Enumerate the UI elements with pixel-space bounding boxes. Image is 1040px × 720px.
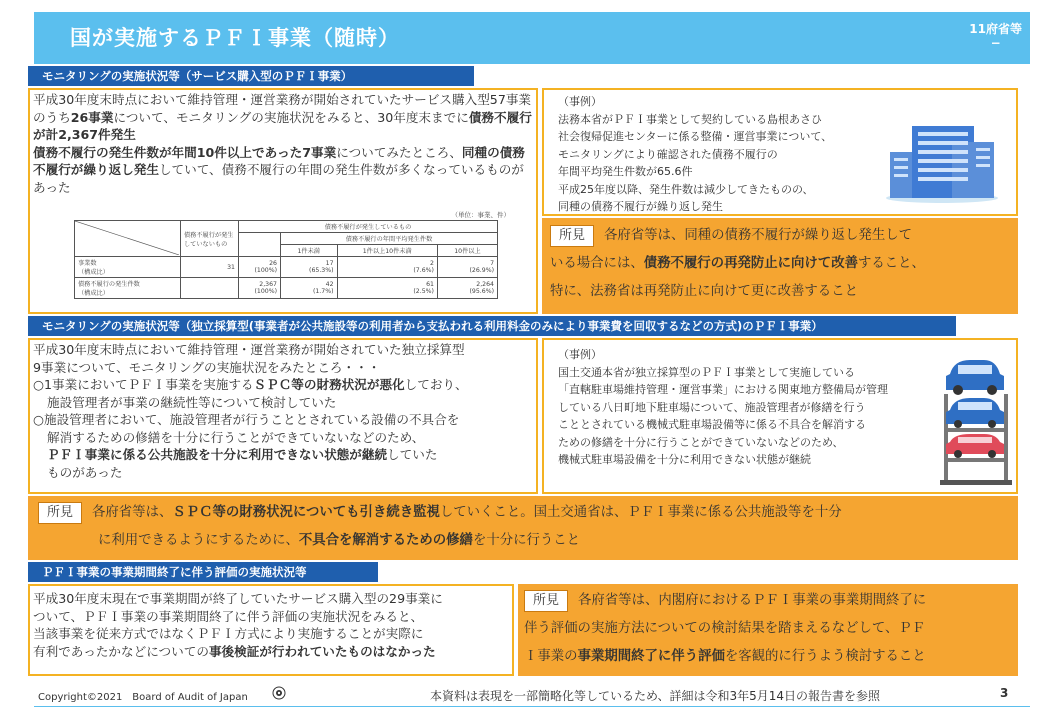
- cell: 31: [181, 257, 239, 278]
- s1-text-f: についてみたところ、: [336, 144, 462, 160]
- section1-opinion-box: [542, 218, 1018, 314]
- th-default: 債務不履行が発生しているもの: [239, 221, 498, 233]
- opinion-bold: 不具合を解消するための修繕: [298, 533, 473, 548]
- s2-bold: ＰＦＩ事業に係る公共施設を十分に利用できない状態が継続: [47, 447, 388, 462]
- parking-garage-icon: [940, 354, 1012, 486]
- opinion-bold: 事業期間終了に伴う評価: [577, 649, 725, 664]
- s2-line: ○施設管理者において、施設管理者が行うこととされている設備の不具合を: [33, 412, 460, 427]
- table-diagonal-line: [75, 221, 179, 255]
- th-c3: 10件以上: [437, 245, 497, 257]
- s1-text-e: 債務不履行の発生件数が年間10件以上であった7事業: [33, 144, 337, 160]
- opinion-label: 所見: [524, 590, 568, 612]
- table-unit: （単位：事業、件）: [451, 211, 510, 219]
- s2-line: ものがあった: [47, 464, 123, 480]
- opinion-line: を客観的に行うよう検討すること: [724, 649, 926, 664]
- page-number: 3: [1000, 686, 1009, 700]
- section1-opinion-text: [550, 222, 1010, 306]
- table-row: [75, 278, 498, 299]
- ministry-count-dash: −: [990, 36, 1001, 50]
- th-c1: 1件未満: [281, 245, 338, 257]
- section3-opinion-box: [518, 584, 1018, 676]
- section1-findings-box: [28, 88, 538, 314]
- section2-opinion-box: [28, 496, 1018, 560]
- s3-bold: 事後検証が行われていたものはなかった: [208, 643, 436, 659]
- opinion-line: Ｉ事業の: [524, 649, 578, 664]
- section1-example-box: [542, 88, 1018, 216]
- example-line: している八日町地下駐車場について、施設管理者が修繕を行う: [558, 400, 866, 414]
- section2-opinion-text: [38, 499, 1014, 555]
- footer-note: 本資料は表現を一部簡略化等しているため、詳細は令和3年5月14日の報告書を参照: [430, 689, 881, 703]
- example-line: 「直轄駐車場維持管理・運営事業」における関東地方整備局が管理: [558, 383, 888, 396]
- section1-title-bar: モニタリングの実施状況等（サービス購入型のＰＦＩ事業）: [28, 66, 474, 86]
- section2-findings-text: [33, 341, 537, 481]
- opinion-label: 所見: [38, 502, 82, 524]
- section2-example-text: [558, 346, 888, 469]
- footer-divider: [34, 706, 1030, 707]
- opinion-line: 各府省等は、同種の債務不履行が繰り返し発生して: [604, 228, 912, 243]
- example-line: ための修繕を十分に行うことができていないなどのため、: [558, 435, 844, 449]
- th-no-default: 債務不履行が発生していないもの: [181, 221, 239, 257]
- s1-text-d: 債務不履行が計2,367件発生: [33, 109, 532, 142]
- row2-label: 債務不履行の発生件数 （構成比）: [75, 278, 181, 299]
- example-line: 社会復帰促進センターに係る整備・運営事業について、: [558, 130, 833, 143]
- cell: 2,367 (100%): [239, 278, 281, 299]
- copyright: Copyright©2021 Board of Audit of Japan: [38, 692, 248, 703]
- default-count-table: [74, 220, 498, 299]
- board-emblem-icon: [272, 686, 286, 700]
- s2-line: 施設管理者が事業の継続性等について検討していた: [47, 394, 337, 410]
- section3-title-bar: ＰＦＩ事業の事業期間終了に伴う評価の実施状況等: [28, 562, 378, 582]
- s2-line: しており、: [404, 377, 468, 392]
- th-blank: [239, 233, 281, 257]
- s1-text-c: について、モニタリングの実施状況をみると、30年度末までに: [113, 109, 469, 125]
- cell: 26 (100%): [239, 257, 281, 278]
- s2-bold: ＳＰＣ等の財務状況が悪化: [253, 377, 405, 392]
- cell: 42 (1.7%): [281, 278, 338, 299]
- s2-line: していた: [387, 447, 438, 462]
- s3-line: 平成30年度末現在で事業期間が終了していたサービス購入型の29事業に: [33, 591, 443, 606]
- section2-findings-box: [28, 338, 538, 494]
- page-title: 国が実施するＰＦＩ事業（随時）: [70, 26, 400, 50]
- s1-text-a: 平成30年度末時点において維持管理・運営業務が開始されていたサービス購入型57事業のうち: [33, 92, 532, 125]
- table-corner: [75, 221, 181, 257]
- section2-example-box: [542, 338, 1018, 494]
- blue-car-top: [946, 360, 1004, 395]
- opinion-bold: 債務不履行の再発防止に向けて改善: [643, 256, 858, 271]
- opinion-line: 各府省等は、: [92, 505, 173, 520]
- s2-line: ○1事業においてＰＦＩ事業を実施する: [33, 377, 254, 392]
- cell: 2 (7.6%): [337, 257, 437, 278]
- example-line: こととされている機械式駐車場設備等に係る不具合を解消する: [558, 418, 866, 431]
- example-line: 年間平均発生件数が65.6件: [558, 165, 693, 178]
- s3-line: 当該事業を従来方式ではなくＰＦＩ方式により実施することが実際に: [33, 626, 424, 641]
- cell: 61 (2.5%): [337, 278, 437, 299]
- row1-label: 事業数 （構成比）: [75, 257, 181, 278]
- building-icon: [882, 114, 1002, 204]
- section3-opinion-text: [524, 587, 1016, 671]
- s3-line: ついて、ＰＦＩ事業の事業期間終了に伴う評価の実施状況をみると、: [33, 608, 424, 624]
- example-label: （事例）: [558, 95, 602, 108]
- s1-text-b: 26事業: [70, 109, 114, 125]
- section1-example-text: [558, 93, 832, 216]
- section2-title-bar: モニタリングの実施状況等（独立採算型(事業者が公共施設等の利用者から支払われる利用料金のみにより事業費を回収するなどの方式)のＰＦＩ事業）: [28, 316, 956, 336]
- opinion-line: すること、: [857, 256, 925, 271]
- s1-text-h: していて、債務不履行の年間の発生件数が多くなっているものがあった: [33, 162, 524, 195]
- opinion-line: 特に、法務省は再発防止に向けて更に改善すること: [550, 284, 858, 299]
- th-c2: 1件以上10件未満: [337, 245, 437, 257]
- example-line: 平成25年度以降、発生件数は減少してきたものの、: [558, 182, 814, 196]
- opinion-line: 伴う評価の実施方法についての検討結果を踏まえるなどして、ＰＦ: [524, 621, 926, 636]
- cell: 7 (26.9%): [437, 257, 497, 278]
- opinion-line: いる場合には、: [550, 256, 644, 271]
- cell: 17 (65.3%): [281, 257, 338, 278]
- ministry-count-tag: [969, 22, 1022, 50]
- red-car-bottom: [946, 434, 1004, 458]
- cell: [181, 278, 239, 299]
- opinion-line: に利用できるようにするために、: [98, 533, 299, 548]
- opinion-line: していくこと。国土交通省は、ＰＦＩ事業に係る公共施設等を十分: [439, 505, 842, 520]
- s2-line: 平成30年度末時点において維持管理・運営業務が開始されていた独立採算型: [33, 342, 465, 357]
- s2-line: 9事業について、モニタリングの実施状況をみたところ・・・: [33, 359, 381, 375]
- s2-line: 解消するための修繕を十分に行うことができていないなどのため、: [47, 429, 425, 445]
- th-annual: 債務不履行の年間平均発生件数: [281, 233, 498, 245]
- cell: 2,264 (95.6%): [437, 278, 497, 299]
- section3-findings-text: [33, 590, 513, 660]
- section1-findings-text: [33, 91, 533, 196]
- s3-line: 有利であったかなどについての: [33, 643, 209, 659]
- example-line: 法務本省がＰＦＩ事業として契約している島根あさひ: [558, 112, 822, 126]
- opinion-line: 各府省等は、内閣府におけるＰＦＩ事業の事業期間終了に: [578, 593, 927, 608]
- blue-car-middle: [946, 398, 1004, 428]
- example-line: 国土交通本省が独立採算型のＰＦＩ事業として実施している: [558, 365, 855, 379]
- s1-text-g: 同種の債務不履行が繰り返し発生: [33, 144, 525, 177]
- example-line: モニタリングにより確認された債務不履行の: [558, 147, 778, 161]
- example-line: 同種の債務不履行が繰り返し発生: [558, 200, 723, 213]
- opinion-line: を十分に行うこと: [472, 533, 581, 548]
- opinion-bold: ＳＰＣ等の財務状況についても引き続き監視: [172, 505, 440, 520]
- table-row: [75, 257, 498, 278]
- example-label: （事例）: [558, 348, 602, 361]
- opinion-label: 所見: [550, 225, 594, 247]
- section3-findings-box: [28, 584, 514, 676]
- example-line: 機械式駐車場設備を十分に利用できない状態が継続: [558, 453, 811, 466]
- ministry-count-label: 11府省等: [969, 22, 1022, 36]
